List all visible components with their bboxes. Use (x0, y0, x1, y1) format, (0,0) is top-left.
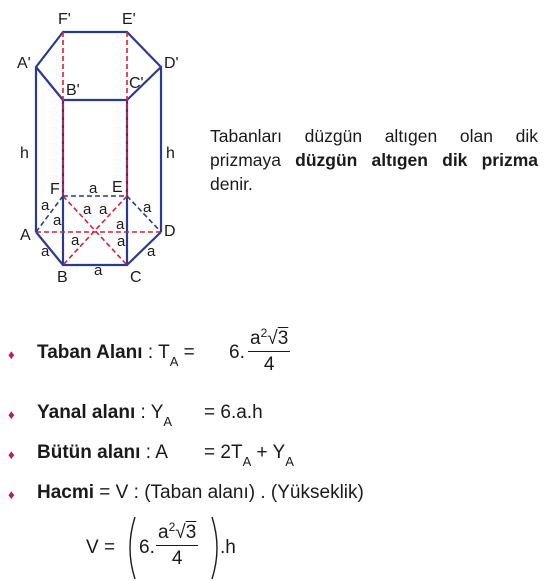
label-C: C (130, 269, 142, 286)
subscript-A: A (163, 414, 173, 429)
taban-fraction (248, 328, 290, 376)
volume-lhs: V = (86, 537, 116, 558)
butun-alani-label: Bütün alanı (37, 442, 141, 463)
edge-label-a: a (116, 216, 125, 233)
label-F: F (50, 181, 60, 198)
bullet-icon: ♦ (8, 347, 15, 362)
edge-label-a: a (117, 233, 126, 250)
label-h-left: h (20, 145, 29, 162)
edge-label-a: a (147, 243, 156, 260)
volume-tail: .h (220, 537, 236, 558)
label-B-top: B' (66, 82, 80, 99)
label-h-right: h (166, 145, 175, 162)
hacmi-formula (37, 482, 364, 504)
bottom-front-edges (36, 232, 161, 265)
volume-coef: 6. (139, 537, 155, 558)
lhs-Y: Y (150, 402, 164, 423)
lhs-T: T (158, 342, 170, 363)
bullet-icon: ♦ (8, 407, 15, 422)
edge-label-a: a (53, 212, 62, 229)
definition-part1: Tabanları düzgün altıgen olan dik prizmaya (210, 126, 538, 170)
label-E: E (112, 179, 123, 196)
edge-label-a: a (94, 262, 103, 279)
edge-label-a: a (89, 180, 98, 197)
edge-label-a: a (41, 243, 50, 260)
definition-text (210, 124, 538, 196)
label-D: D (164, 223, 176, 240)
fraction-denominator: 4 (171, 548, 183, 569)
fraction-denominator: 4 (263, 354, 275, 375)
fraction-numerator: $a^2√3$ (248, 328, 290, 352)
definition-part2: denir. (210, 174, 253, 194)
bullet-icon: ♦ (8, 487, 15, 502)
label-B: B (57, 269, 68, 286)
edge-label-a: a (83, 201, 92, 218)
taban-alani-label: Taban Alanı (37, 342, 143, 363)
butun-alani-formula (37, 442, 168, 464)
separator: : (135, 402, 151, 423)
yanal-alani-label: Yanal alanı (37, 402, 136, 423)
definition-bold-term: düzgün altıgen dik prizma (295, 150, 538, 170)
left-paren-icon (124, 515, 138, 581)
label-E-top: E' (122, 11, 136, 28)
bullet-icon: ♦ (8, 447, 15, 462)
edge-label-a: a (99, 201, 108, 218)
label-A: A (20, 227, 31, 244)
label-F-top: F' (58, 11, 71, 28)
fraction-numerator: $a^2√3$ (156, 522, 198, 546)
label-C-top: C' (129, 75, 144, 92)
hexagonal-prism-figure (0, 0, 210, 300)
hacmi-description: = V : (Taban alanı) . (Yükseklik) (94, 482, 364, 503)
edge-label-a: a (71, 232, 80, 249)
butun-rhs: = $2T_A + Y_A$ (204, 442, 294, 469)
volume-fraction (156, 522, 198, 570)
edge-label-a: a (143, 199, 152, 216)
label-A-top: A' (17, 55, 31, 72)
taban-coef: 6. (229, 342, 245, 363)
edge-label-a: a (41, 197, 50, 214)
subscript-A: A (169, 354, 179, 369)
separator: : (142, 342, 159, 363)
label-D-top: D' (164, 55, 179, 72)
yanal-rhs: = 6.a.h (204, 402, 263, 423)
equals: = (178, 342, 195, 363)
yanal-alani-formula (37, 402, 173, 429)
separator: : A (140, 442, 168, 463)
taban-alani-formula (37, 342, 195, 369)
hacmi-label: Hacmi (37, 482, 95, 503)
